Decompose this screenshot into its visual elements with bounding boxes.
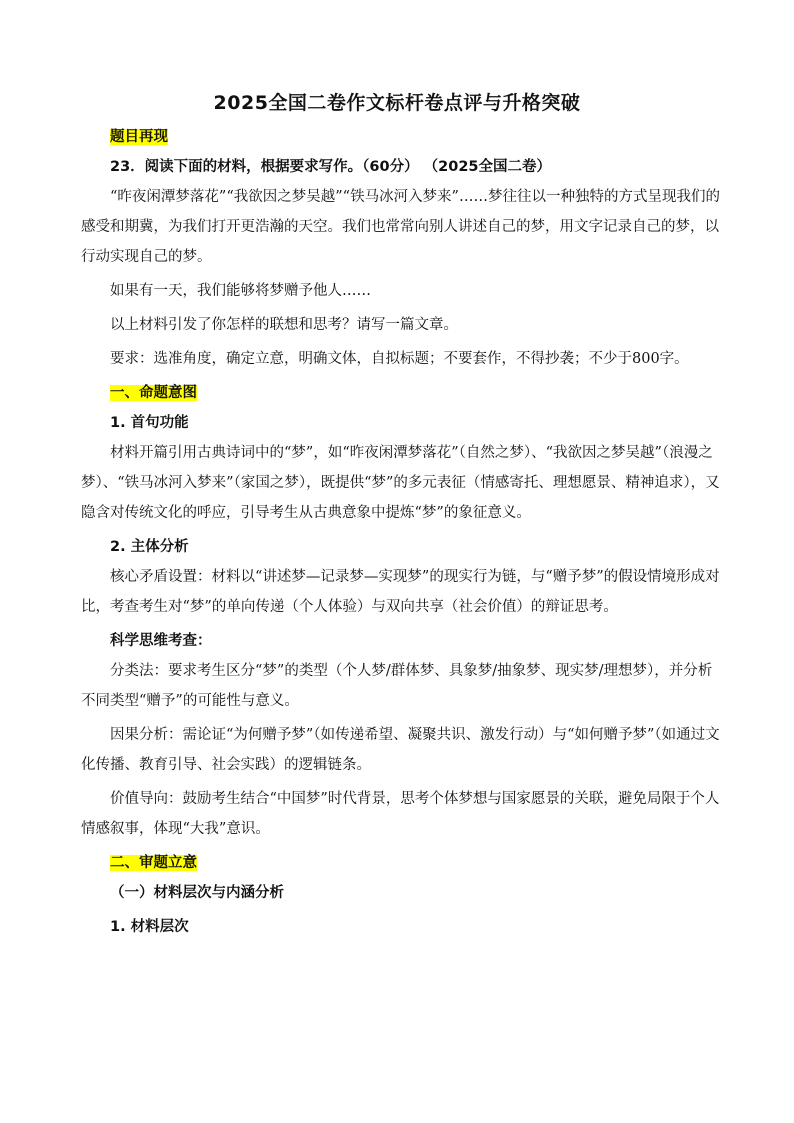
science-paragraph-1: 分类法：要求考生区分“梦”的类型（个人梦/群体梦、具象梦/抽象梦、现实梦/理想梦），并分析不同类型“赠予”的可能性与意义。 (81, 663, 713, 709)
document-body (81, 122, 721, 942)
science-paragraph-2: 因果分析：需论证“为何赠予梦”（如传递希望、凝聚共识、激发行动）与“如何赠予梦”（如通过文化传播、教育引导、社会实践）的逻辑链条。 (81, 727, 720, 773)
material-paragraph-1: “昨夜闲潭梦落花”“我欲因之梦吴越”“铁马冰河入梦来”……梦往往以一种独特的方式呈现我们的感受和期冀，为我们打开更浩瀚的天空。我们也常常向别人讲述自己的梦，用文字记录自己的梦，以行动实现自己的梦。 (81, 189, 720, 265)
question-line: 23．阅读下面的材料，根据要求写作。（60分） （2025全国二卷） (110, 159, 552, 175)
science-paragraph-3: 价值导向：鼓励考生结合“中国梦”时代背景，思考个体梦想与国家愿景的关联，避免局限于个人情感叙事，体现“大我”意识。 (81, 791, 720, 837)
section-heading-intent: 一、命题意图 (110, 385, 197, 401)
subheading-main-analysis: 2. 主体分析 (110, 539, 189, 555)
subheading-first-sentence: 1. 首句功能 (110, 415, 189, 431)
material-paragraph-2: 如果有一天，我们能够将梦赠予他人…… (110, 283, 371, 299)
main-analysis-paragraph: 核心矛盾设置：材料以“讲述梦—记录梦—实现梦”的现实行为链，与“赠予梦”的假设情境形成对比，考查考生对“梦”的单向传递（个人体验）与双向共享（社会价值）的辩证思考。 (81, 569, 720, 615)
first-sentence-paragraph: 材料开篇引用古典诗词中的“梦”，如“昨夜闲潭梦落花”（自然之梦）、“我欲因之梦吴越”（浪漫之梦）、“铁马冰河入梦来”（家国之梦），既提供“梦”的多元表征（情感寄托、理想愿景、精神追求），又隐含对传统文化的呼应，引导考生从古典意象中提炼“梦”的象征意义。 (81, 445, 720, 521)
subheading-science-thinking: 科学思维考查： (110, 633, 212, 649)
page-title: 2025全国二卷作文标杆卷点评与升格突破 (213, 92, 581, 114)
subheading-material-levels: （一）材料层次与内涵分析 (110, 885, 284, 901)
material-paragraph-3: 以上材料引发了你怎样的联想和思考？请写一篇文章。 (110, 317, 458, 333)
subheading-material-level-1: 1. 材料层次 (110, 919, 189, 935)
section-heading-review: 二、审题立意 (110, 855, 197, 871)
requirements-paragraph: 要求：选准角度，确定立意，明确文体，自拟标题；不要套作，不得抄袭；不少于800字。 (110, 351, 689, 367)
section-heading-topic: 题目再现 (110, 129, 168, 145)
